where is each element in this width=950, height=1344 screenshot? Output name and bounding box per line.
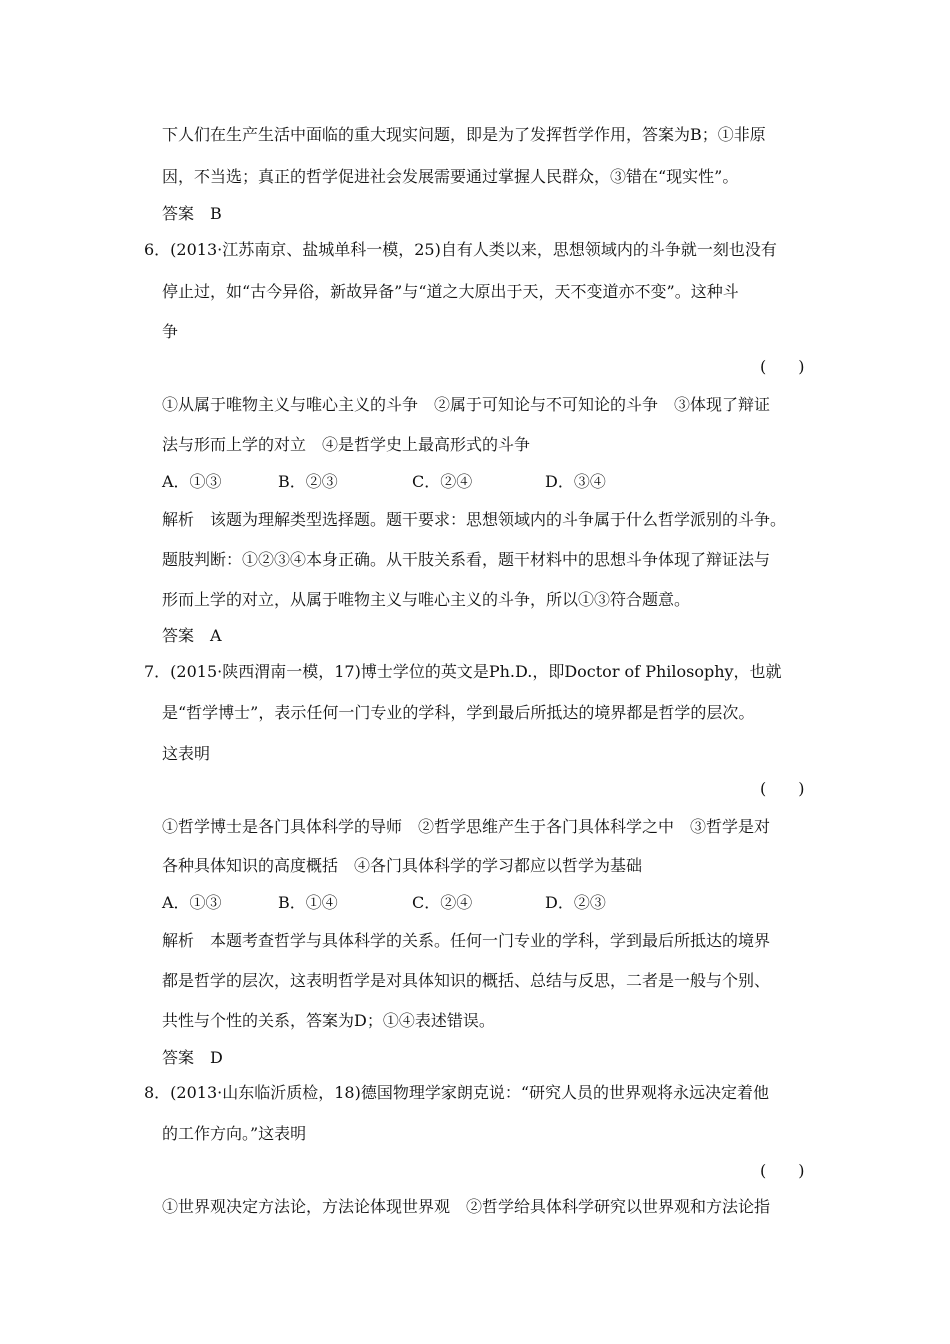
q6-answer-paren: ( ) <box>760 357 805 376</box>
q5-analysis-line-2: 因，不当选；真正的哲学促进社会发展需要通过掌握人民群众，③错在“现实性”。 <box>162 167 739 186</box>
q7-analysis-line-3: 共性与个性的关系，答案为D；①④表述错误。 <box>162 1011 495 1030</box>
q7-option-c: C．②④ <box>412 893 473 912</box>
q6-option-b: B．②③ <box>278 472 338 491</box>
q8-answer-paren: ( ) <box>760 1161 805 1180</box>
q6-option-c: C．②④ <box>412 472 473 491</box>
q7-items-line-1: ①哲学博士是各门具体科学的导师 ②哲学思维产生于各门具体科学之中 ③哲学是对 <box>162 817 771 836</box>
q6-analysis-line-2: 题肢判断：①②③④本身正确。从干肢关系看，题干材料中的思想斗争体现了辩证法与 <box>162 550 771 569</box>
q7-answer-paren: ( ) <box>760 779 805 798</box>
q7-analysis-line-1: 解析 本题考查哲学与具体科学的关系。任何一门专业的学科，学到最后所抵达的境界 <box>162 931 771 950</box>
q7-analysis-line-2: 都是哲学的层次，这表明哲学是对具体知识的概括、总结与反思，二者是一般与个别、 <box>162 971 771 990</box>
q7-option-d: D．②③ <box>545 893 606 912</box>
q7-stem-line-1: 7．(2015·陕西渭南一模，17)博士学位的英文是Ph.D.，即Doctor of Philosophy，也就 <box>144 662 782 681</box>
q6-items-line-1: ①从属于唯物主义与唯心主义的斗争 ②属于可知论与不可知论的斗争 ③体现了辩证 <box>162 395 771 414</box>
q6-option-d: D．③④ <box>545 472 606 491</box>
q6-items-line-2: 法与形而上学的对立 ④是哲学史上最高形式的斗争 <box>162 435 531 454</box>
q6-stem-line-1: 6．(2013·江苏南京、盐城单科一模，25)自有人类以来，思想领域内的斗争就一刻也没有 <box>144 240 777 259</box>
q7-stem-line-2: 是“哲学博士”，表示任何一门专业的学科，学到最后所抵达的境界都是哲学的层次。 <box>162 703 755 722</box>
q7-option-b: B．①④ <box>278 893 338 912</box>
q5-analysis-line-1: 下人们在生产生活中面临的重大现实问题，即是为了发挥哲学作用，答案为B；①非原 <box>162 125 766 144</box>
q6-analysis-line-3: 形而上学的对立，从属于唯物主义与唯心主义的斗争，所以①③符合题意。 <box>162 590 691 609</box>
q6-stem-line-3: 争 <box>162 322 179 341</box>
q6-stem-line-2: 停止过，如“古今异俗，新故异备”与“道之大原出于天，天不变道亦不变”。这种斗 <box>162 282 739 301</box>
q8-items-line-1: ①世界观决定方法论，方法论体现世界观 ②哲学给具体科学研究以世界观和方法论指 <box>162 1197 771 1216</box>
q7-stem-line-3: 这表明 <box>162 744 211 763</box>
q7-answer: 答案 D <box>162 1048 223 1067</box>
q7-items-line-2: 各种具体知识的高度概括 ④各门具体科学的学习都应以哲学为基础 <box>162 856 643 875</box>
q7-option-a: A．①③ <box>162 893 222 912</box>
q6-analysis-line-1: 解析 该题为理解类型选择题。题干要求：思想领域内的斗争属于什么哲学派别的斗争。 <box>162 510 787 529</box>
q8-stem-line-1: 8．(2013·山东临沂质检，18)德国物理学家朗克说：“研究人员的世界观将永远决定着他 <box>144 1083 770 1102</box>
q5-answer: 答案 B <box>162 204 222 223</box>
q6-answer: 答案 A <box>162 626 222 645</box>
q6-option-a: A．①③ <box>162 472 222 491</box>
q8-stem-line-2: 的工作方向。”这表明 <box>162 1124 307 1143</box>
